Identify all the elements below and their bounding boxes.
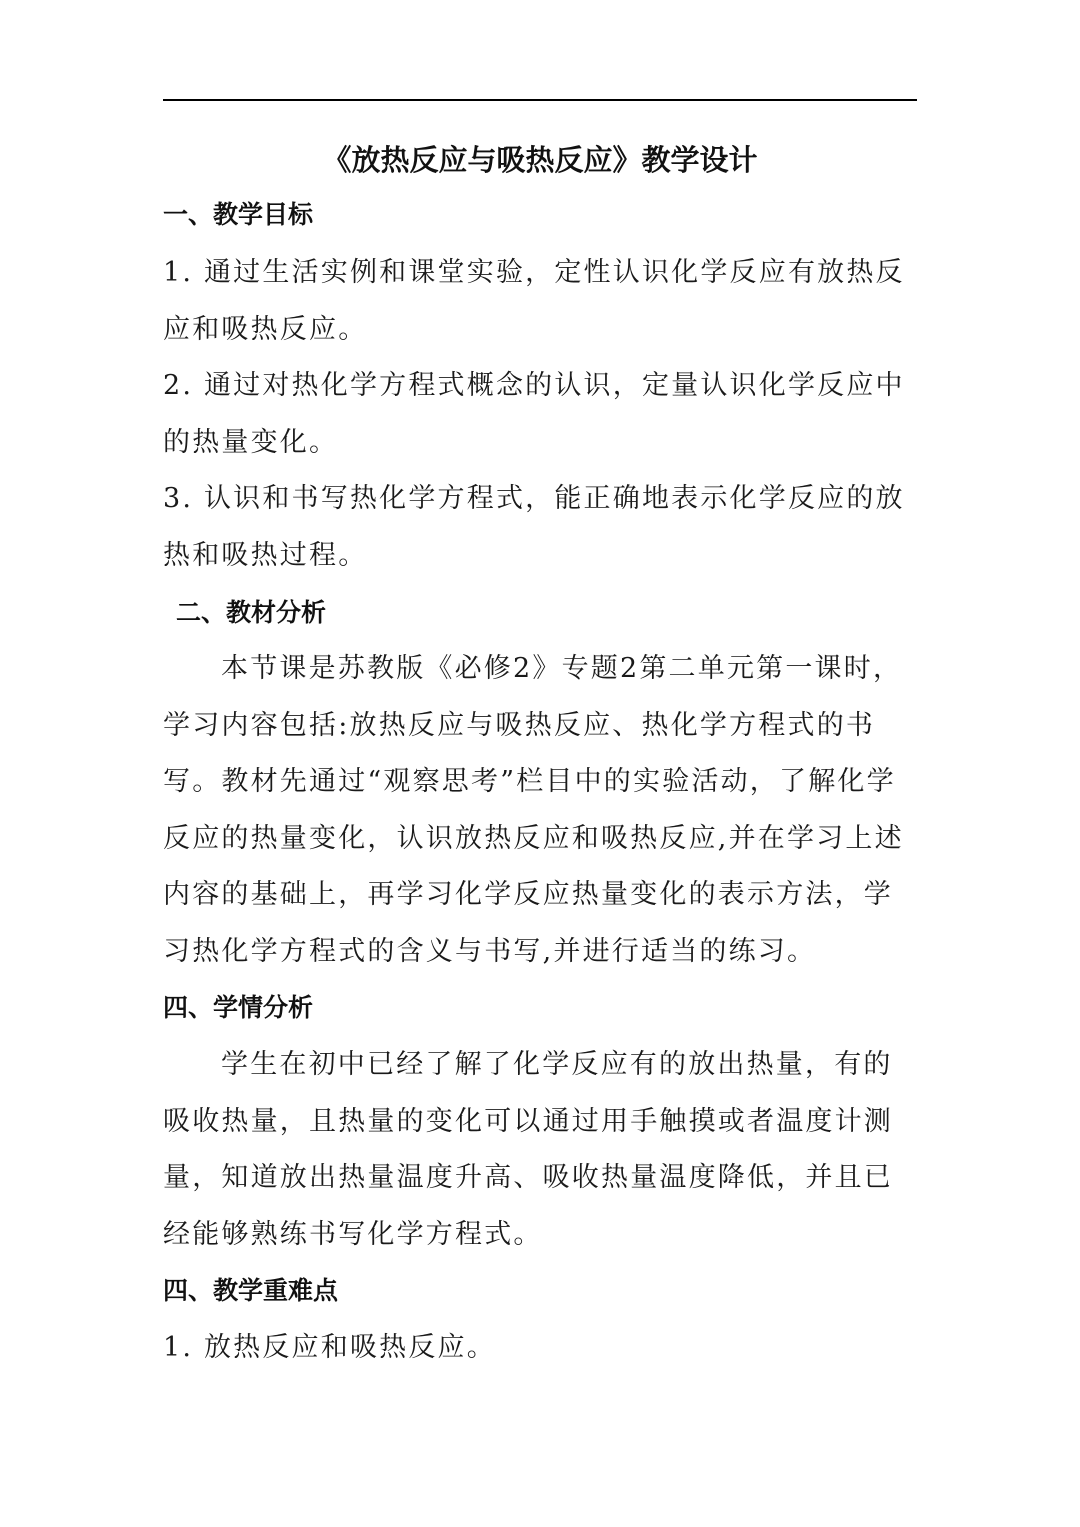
- document-title: 《放热反应与吸热反应》教学设计: [322, 143, 758, 177]
- objective-item-3: 3. 认识和书写热化学方程式，能正确地表示化学反应的放热和吸热过程。: [163, 483, 905, 571]
- heading-objectives: 一、教学目标: [163, 200, 314, 229]
- header-rule: [163, 99, 917, 101]
- material-analysis-paragraph: 本节课是苏教版《必修2》专题2第二单元第一课时，学习内容包括:放热反应与吸热反应、热化学方程式的书写。教材先通过“观察思考”栏目中的实验活动，了解化学反应的热量变化，认识放热反应和吸热反应,并在学习上述内容的基础上，再学习化学反应热量变化的表示方法，学习热化学方程式的含义与书写,并进行适当的练习。: [163, 653, 904, 967]
- heading-material-analysis: 二、教材分析: [176, 598, 327, 627]
- key-point-item-1: 1. 放热反应和吸热反应。: [163, 1332, 496, 1363]
- objective-item-1: 1. 通过生活实例和课堂实验，定性认识化学反应有放热反应和吸热反应。: [163, 257, 905, 345]
- objective-item-2: 2. 通过对热化学方程式概念的认识，定量认识化学反应中的热量变化。: [163, 370, 905, 458]
- heading-key-points: 四、教学重难点: [163, 1276, 339, 1305]
- student-analysis-paragraph: 学生在初中已经了解了化学反应有的放出热量，有的吸收热量，且热量的变化可以通过用手触摸或者温度计测量，知道放出热量温度升高、吸收热量温度降低，并且已经能够熟练书写化学方程式。: [163, 1049, 893, 1250]
- heading-student-analysis: 四、学情分析: [163, 993, 314, 1022]
